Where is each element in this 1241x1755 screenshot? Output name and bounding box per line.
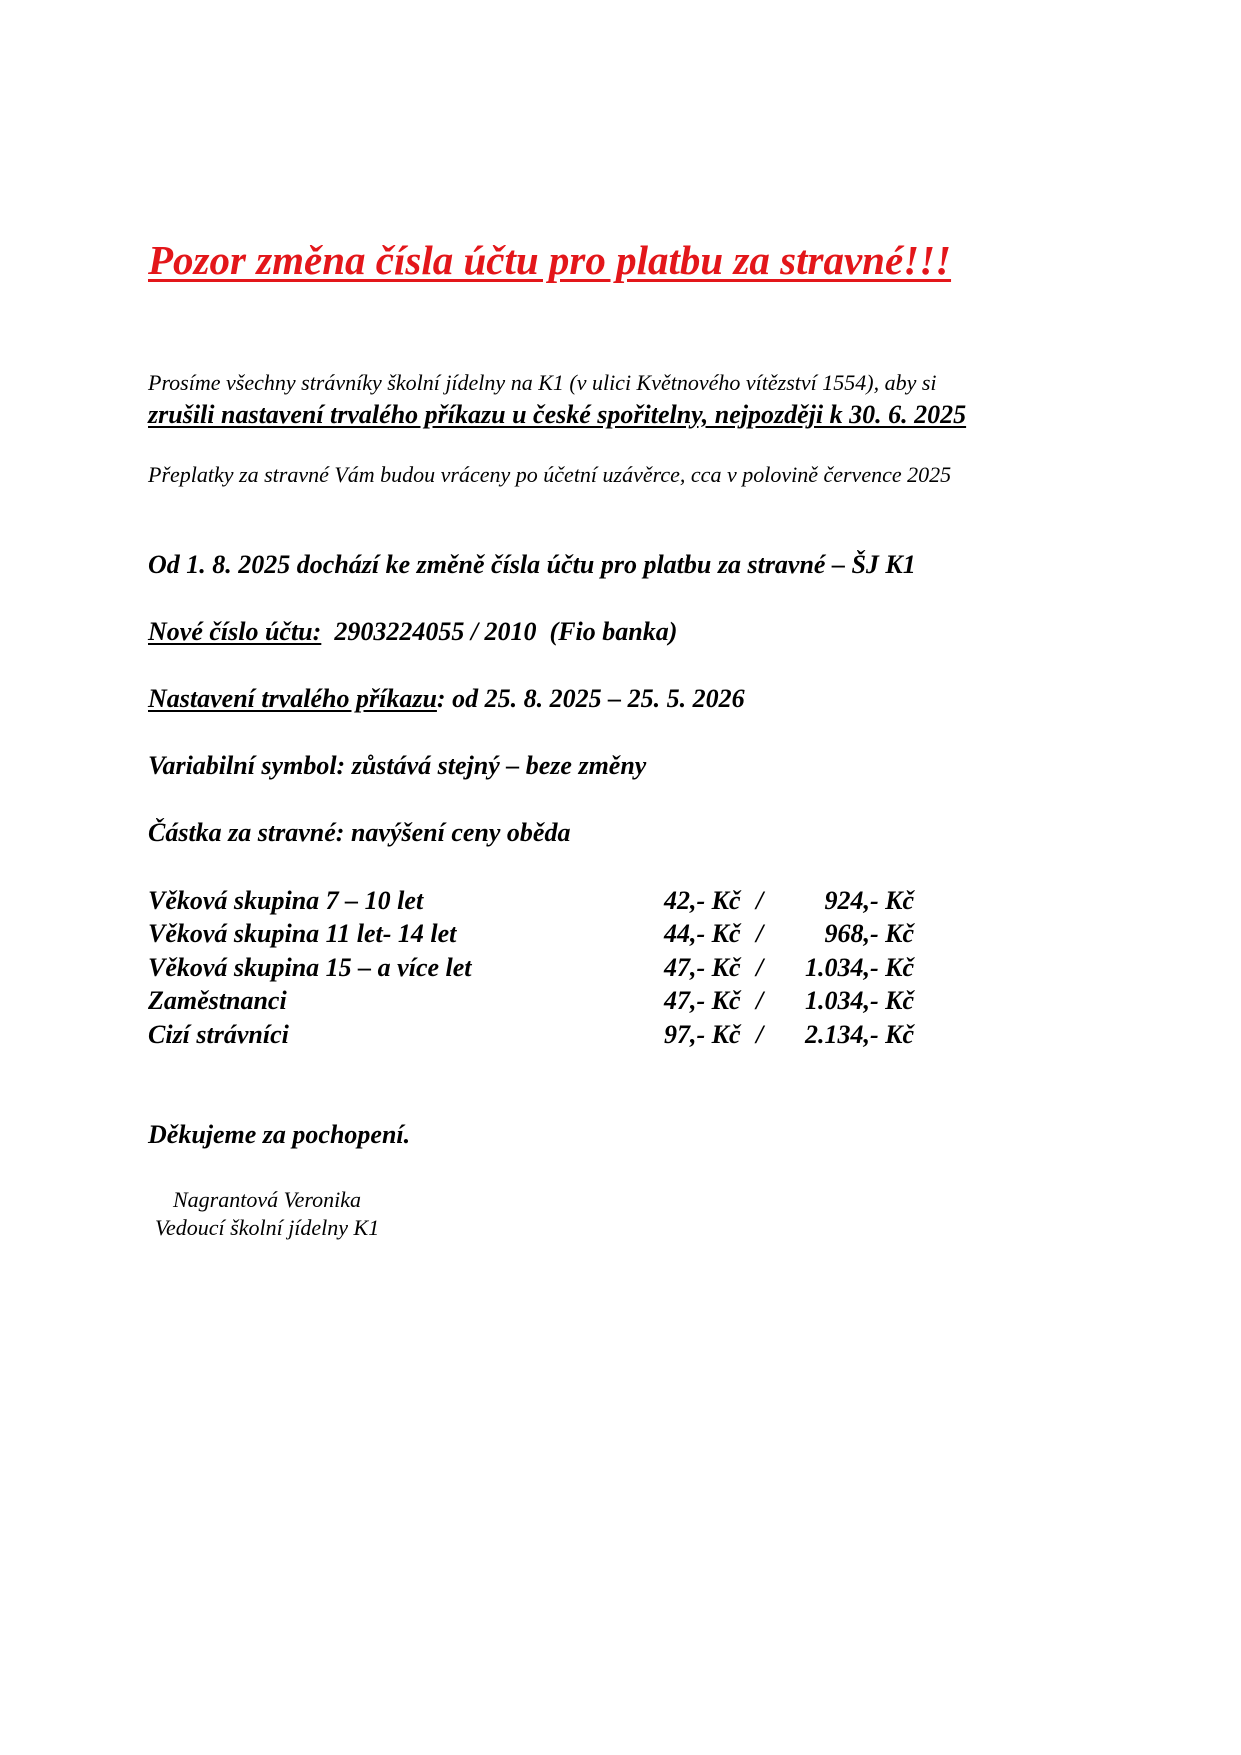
price-group: Věková skupina 11 let- 14 let (148, 919, 457, 948)
price-monthly: 1.034,- Kč (804, 986, 914, 1015)
price-row (148, 953, 938, 987)
price-row (148, 919, 938, 953)
price-daily: 42,- Kč (664, 886, 741, 915)
price-group: Zaměstnanci (148, 986, 287, 1015)
variable-symbol: Variabilní symbol: zůstává stejný – beze změny (148, 751, 647, 780)
price-monthly: 968,- Kč (824, 919, 914, 948)
price-group: Věková skupina 7 – 10 let (148, 886, 424, 915)
price-separator: / (756, 986, 764, 1015)
price-daily: 44,- Kč (664, 919, 741, 948)
price-daily: 97,- Kč (664, 1020, 741, 1049)
price-daily: 47,- Kč (664, 953, 741, 982)
price-separator: / (756, 886, 764, 915)
price-row (148, 986, 938, 1020)
page-title: Pozor změna čísla účtu pro platbu za stravné!!! (148, 237, 952, 283)
signature-name: Nagrantová Veronika (173, 1187, 361, 1212)
price-group: Cizí strávníci (148, 1020, 289, 1049)
price-row (148, 1020, 938, 1054)
standing-order (148, 684, 745, 714)
signature-role: Vedoucí školní jídelny K1 (155, 1215, 380, 1240)
new-account-value: 2903224055 / 2010 (Fio banka) (321, 617, 678, 646)
price-monthly: 1.034,- Kč (804, 953, 914, 982)
amount-heading: Částka za stravné: navýšení ceny oběda (148, 818, 571, 847)
price-daily: 47,- Kč (664, 986, 741, 1015)
price-group: Věková skupina 15 – a více let (148, 953, 472, 982)
request-line-2: zrušili nastavení trvalého příkazu u české spořitelny, nejpozději k 30. 6. 2025 (148, 400, 967, 429)
price-separator: / (756, 919, 764, 948)
new-account (148, 617, 677, 647)
price-separator: / (756, 1020, 764, 1049)
standing-order-label: Nastavení trvalého příkazu (148, 684, 437, 713)
overpayment-note: Přeplatky za stravné Vám budou vráceny po účetní uzávěrce, cca v polovině července 2025 (148, 462, 952, 487)
price-row (148, 886, 938, 920)
new-account-label: Nové číslo účtu: (148, 617, 322, 646)
price-monthly: 924,- Kč (824, 886, 914, 915)
price-separator: / (756, 953, 764, 982)
thanks-text: Děkujeme za pochopení. (148, 1120, 411, 1149)
price-monthly: 2.134,- Kč (804, 1020, 914, 1049)
standing-order-value: : od 25. 8. 2025 – 25. 5. 2026 (436, 684, 745, 713)
change-notice: Od 1. 8. 2025 dochází ke změně čísla účtu pro platbu za stravné – ŠJ K1 (148, 550, 916, 579)
request-line-1: Prosíme všechny strávníky školní jídelny na K1 (v ulici Květnového vítězství 1554), aby si (148, 370, 937, 395)
